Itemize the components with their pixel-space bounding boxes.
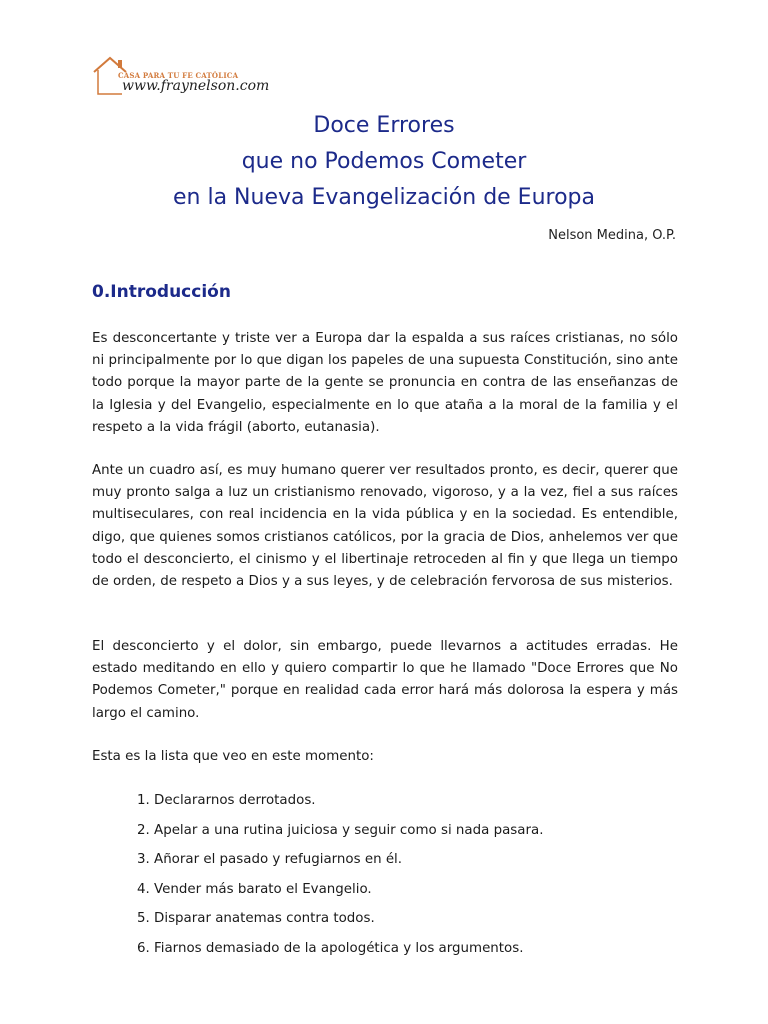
list-item: 3. Añorar el pasado y refugiarnos en él. (137, 852, 403, 868)
paragraph-3: El desconcierto y el dolor, sin embargo, puede llevarnos a actitudes erradas. He estado meditando en ello y quiero compartir lo que he llamado "Doce Errores que No Podemos Cometer," porque en realidad cada error hará más dolorosa la espera y más largo el camino. (92, 639, 678, 721)
list-item: 6. Fiarnos demasiado de la apologética y los argumentos. (137, 940, 524, 956)
paragraph-2: Ante un cuadro así, es muy humano querer ver resultados pronto, es decir, querer que muy pronto salga a luz un cristianismo renovado, vigoroso, y a la vez, fiel a sus raíces multiseculares, con real incidencia en la vida pública y en la sociedad. Es entendible, digo, que quienes somos cristianos católicos, por la gracia de Dios, anhelemos ver que todo el desconcierto, el cinismo y el libertinaje retroceden al fin y que llega un tiempo de orden, de respeto a Dios y a sus leyes, y de celebración fervorosa de sus misterios. (92, 463, 678, 590)
errors-list (137, 790, 543, 968)
site-logo[interactable] (92, 54, 292, 100)
title-line-1: Doce Errores (313, 113, 455, 138)
logo-url[interactable]: www.fraynelson.com (122, 78, 270, 94)
document-title (0, 108, 768, 216)
author: Nelson Medina, O.P. (548, 228, 676, 243)
list-item: 4. Vender más barato el Evangelio. (137, 881, 372, 897)
logo-tagline: CASA PARA TU FE CATÓLICA (118, 71, 239, 80)
paragraph-4: Esta es la lista que veo en este momento: (92, 749, 374, 764)
title-line-3: en la Nueva Evangelización de Europa (173, 185, 595, 210)
title-line-2: que no Podemos Cometer (241, 149, 527, 174)
paragraph-1: Es desconcertante y triste ver a Europa dar la espalda a sus raíces cristianas, no sólo ni principalmente por lo que digan los papeles de una supuesta Constitución, sino ante todo porque la mayor parte de la gente se pronuncia en contra de las enseñanzas de la Iglesia y del Evangelio, especialmente en lo que ataña a la moral de la familia y el respeto a la vida frágil (aborto, eutanasia). (92, 331, 678, 435)
list-item: 2. Apelar a una rutina juiciosa y seguir como si nada pasara. (137, 822, 544, 838)
section-heading: 0.Introducción (92, 282, 231, 302)
list-item: 1. Declararnos derrotados. (137, 793, 316, 808)
list-item: 5. Disparar anatemas contra todos. (137, 911, 375, 927)
